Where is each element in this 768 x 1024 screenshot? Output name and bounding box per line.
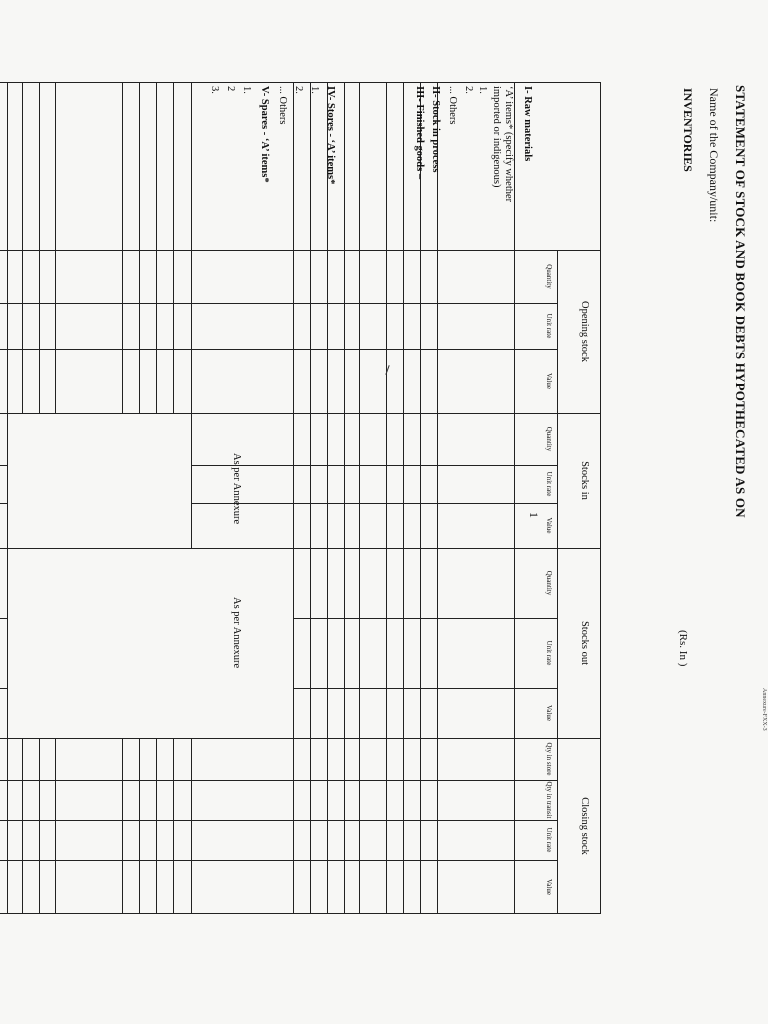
col-closing-qty-transit: Qty in transit — [545, 781, 553, 819]
col-in-value: Value — [545, 517, 553, 534]
row-item-1: 1. — [477, 86, 488, 94]
col-closing-qty-store: Qty in store — [545, 742, 553, 776]
row-line — [293, 82, 294, 914]
row-item-2: 2. — [463, 86, 474, 94]
row-spares: V- Spares - ‘A’ items* — [259, 86, 270, 183]
group-stocks-in: Stocks in — [579, 461, 590, 500]
row-line — [420, 82, 421, 914]
row-stock-in-process: II- Stock in process — [430, 86, 441, 173]
col-closing-unit-rate: Unit rate — [545, 827, 553, 853]
label-column-divider — [0, 250, 601, 251]
row-raw-materials: I- Raw materials — [522, 86, 533, 162]
row-finished-goods: III- Finished goods – — [414, 86, 425, 180]
column-divider — [0, 780, 558, 781]
row-a-items-note-2: imported or indigenous) — [491, 86, 502, 188]
annexure-box-stocks-in — [8, 414, 192, 548]
section-label: INVENTORIES — [681, 88, 695, 172]
col-out-unit-rate: Unit rate — [545, 640, 553, 666]
group-stocks-out: Stocks out — [579, 620, 590, 666]
company-label: Name of the Company/unit: — [707, 88, 721, 223]
annexure-border — [8, 548, 294, 549]
annexure-reference: Annexure-FXX-3 — [761, 688, 767, 731]
col-opening-unit-rate: Unit rate — [545, 313, 553, 339]
col-out-value: Value — [545, 705, 553, 721]
row-stores: IV- Stores - ‘A’ items* — [325, 86, 336, 185]
column-divider — [0, 820, 558, 821]
annexure-border — [8, 413, 192, 414]
row-spares-3: 3. — [209, 86, 220, 94]
group-opening-stock: Opening stock — [579, 301, 590, 362]
column-divider — [0, 860, 558, 861]
row-spares-2: 2 — [225, 86, 236, 92]
group-closing-stock: Closing stock — [579, 797, 590, 855]
as-per-annexure-stocks-in: As per Annexure — [231, 453, 242, 525]
row-line — [310, 82, 311, 914]
column-divider — [0, 349, 558, 350]
row-line — [327, 82, 328, 914]
col-closing-value: Value — [545, 879, 553, 895]
row-line — [386, 82, 387, 914]
col-in-unit-rate: Unit rate — [545, 471, 553, 497]
statement-title: STATEMENT OF STOCK AND BOOK DEBTS HYPOTHECATED AS ON — [733, 85, 748, 518]
row-stores-1: 1. — [309, 86, 320, 94]
row-stores-others: ... Others — [277, 86, 288, 125]
row-stores-2: 2. — [293, 86, 304, 94]
annexure-border — [8, 738, 294, 739]
header-bottom-line — [514, 82, 515, 914]
as-per-annexure-stocks-out: As per Annexure — [231, 597, 242, 669]
col-out-quantity: Quantity — [545, 570, 553, 596]
row-line — [359, 82, 360, 914]
row-line — [437, 82, 438, 914]
annexure-box-stocks-out — [8, 549, 294, 738]
row-a-items-note: ‘A’ items* (specify whether — [503, 86, 514, 203]
currency-note: (Rs. In ) — [677, 630, 689, 667]
row-line — [344, 82, 345, 914]
page-number: 1 — [527, 512, 541, 518]
row-line — [403, 82, 404, 914]
col-in-quantity: Quantity — [545, 426, 553, 452]
row-others: ... Others — [447, 86, 458, 125]
annexure-border — [293, 548, 294, 738]
row-spares-1: 1. — [241, 86, 252, 94]
col-opening-quantity: Quantity — [545, 264, 553, 289]
annexure-border — [191, 413, 192, 548]
col-opening-value: Value — [545, 373, 553, 389]
column-divider — [0, 303, 558, 304]
